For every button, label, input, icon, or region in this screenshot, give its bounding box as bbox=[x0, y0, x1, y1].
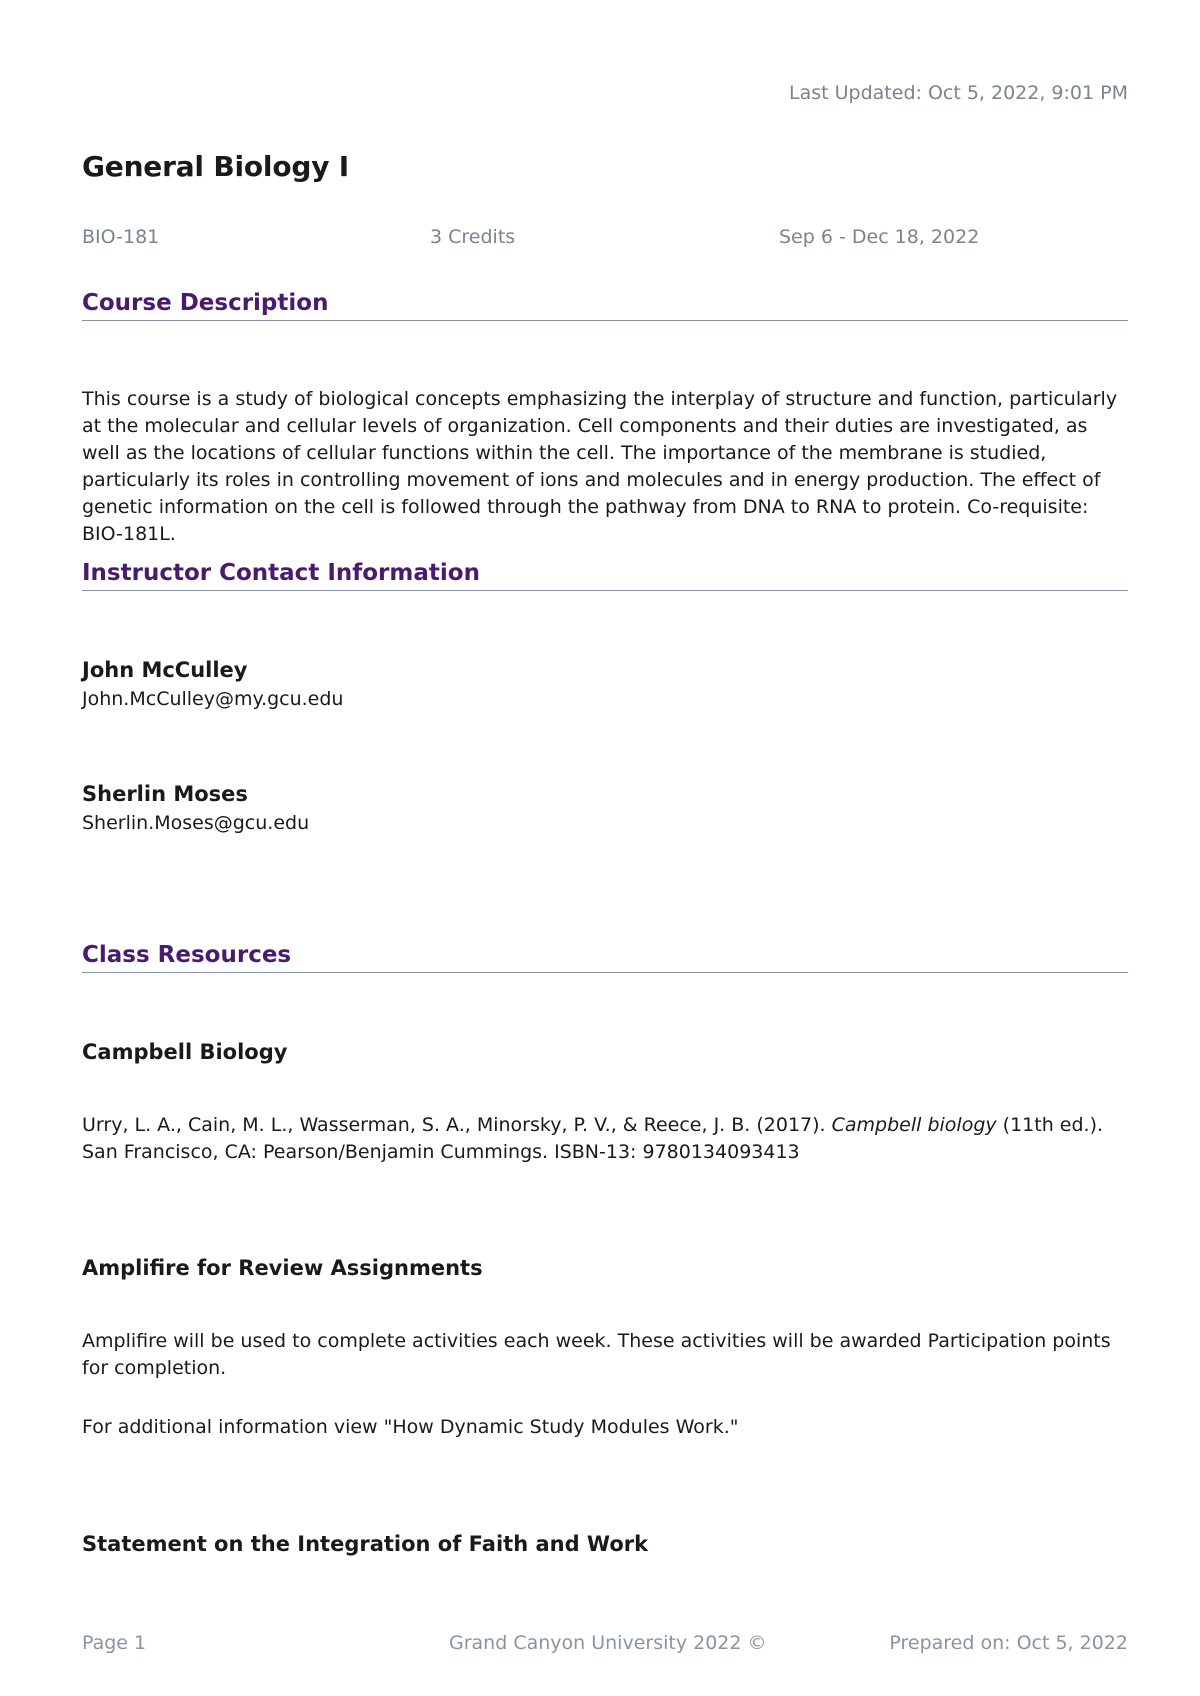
copyright-notice: Grand Canyon University 2022 © bbox=[449, 1632, 767, 1654]
instructor-email[interactable]: Sherlin.Moses@gcu.edu bbox=[82, 812, 310, 834]
citation-book-title: Campbell biology bbox=[831, 1114, 997, 1136]
page-number: Page 1 bbox=[82, 1632, 147, 1654]
amplifire-description: Amplifire will be used to complete activities each week. These activities will be awarded Participation points for completion. bbox=[82, 1330, 1111, 1379]
course-credits: 3 Credits bbox=[430, 226, 516, 248]
course-description-heading: Course Description bbox=[82, 288, 1128, 321]
prepared-date: Prepared on: Oct 5, 2022 bbox=[889, 1632, 1128, 1654]
instructor-contact-heading: Instructor Contact Information bbox=[82, 558, 1128, 591]
syllabus-page bbox=[82, 0, 1128, 1696]
class-resources-heading: Class Resources bbox=[82, 940, 1128, 973]
resource-title-campbell: Campbell Biology bbox=[82, 1040, 288, 1064]
campbell-citation bbox=[82, 1112, 1128, 1166]
instructor-name: John McCulley bbox=[82, 658, 248, 682]
course-title: General Biology I bbox=[82, 150, 350, 183]
course-description-text: This course is a study of biological concepts emphasizing the interplay of structure and function, particularly at the molecular and cellular levels of organization. Cell components and their duties are investigated, as well as the locations of cellular functions within the cell. The importance of the membrane is studied, particularly its roles in controlling movement of ions and molecules and in energy production. The effect of genetic information on the cell is followed through the pathway from DNA to RNA to protein. Co-requisite: BIO-181L. bbox=[82, 388, 1118, 545]
resource-title-faith: Statement on the Integration of Faith and Work bbox=[82, 1532, 649, 1556]
instructor-email[interactable]: John.McCulley@my.gcu.edu bbox=[82, 688, 344, 710]
resource-title-amplifire: Amplifire for Review Assignments bbox=[82, 1256, 483, 1280]
instructor-name: Sherlin Moses bbox=[82, 782, 248, 806]
citation-authors: Urry, L. A., Cain, M. L., Wasserman, S. A., Minorsky, P. V., & Reece, J. B. (2017). bbox=[82, 1114, 832, 1136]
course-code: BIO-181 bbox=[82, 226, 160, 248]
last-updated-timestamp: Last Updated: Oct 5, 2022, 9:01 PM bbox=[789, 82, 1128, 104]
course-dates: Sep 6 - Dec 18, 2022 bbox=[779, 226, 980, 248]
amplifire-more-info: For additional information view "How Dynamic Study Modules Work." bbox=[82, 1416, 739, 1438]
citation-publisher: (11th ed.). San Francisco, CA: Pearson/Benjamin Cummings. ISBN-13: 9780134093413 bbox=[82, 1114, 1104, 1163]
